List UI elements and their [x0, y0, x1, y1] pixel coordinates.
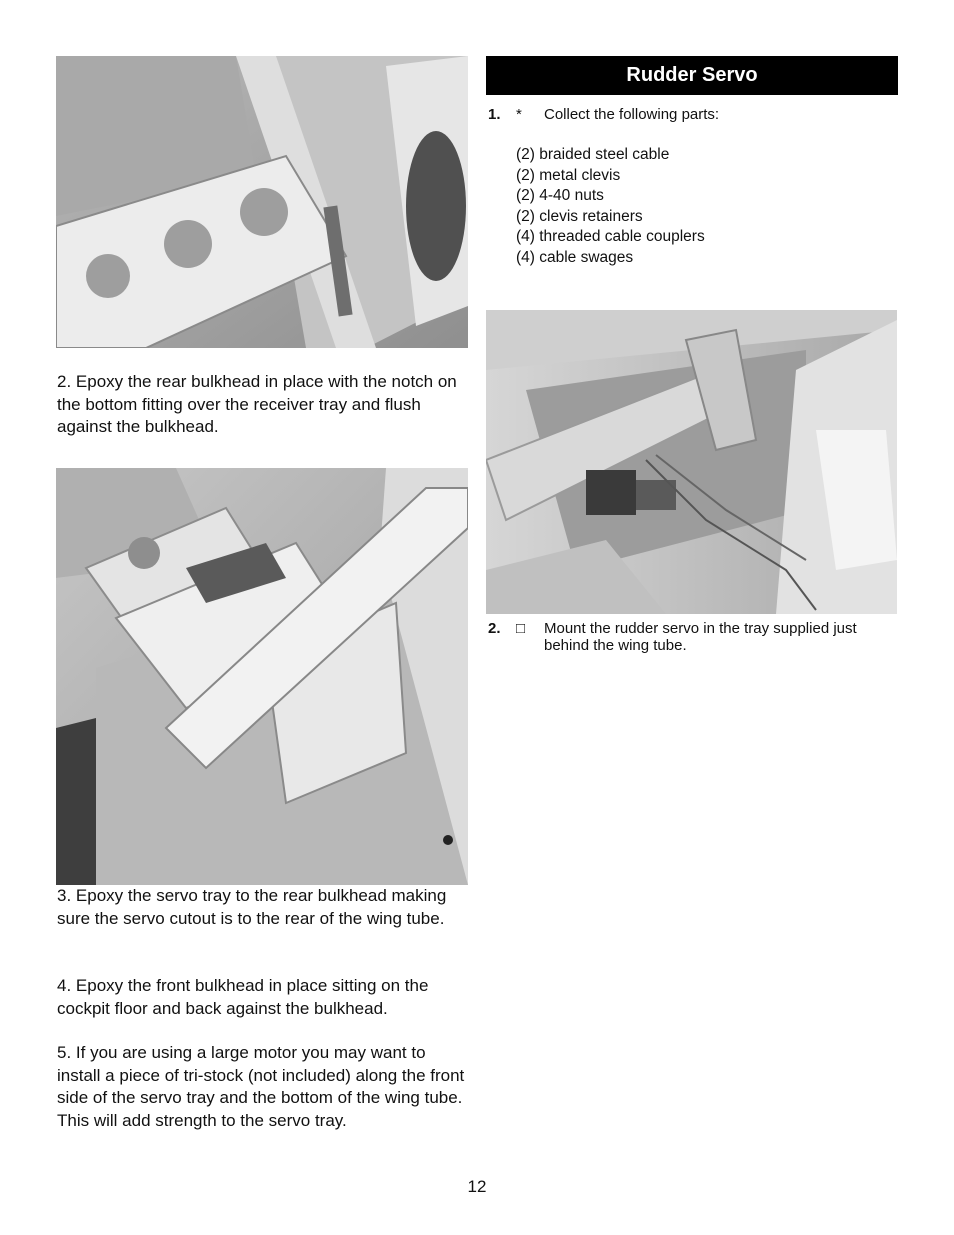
list-item: (2) braided steel cable: [516, 146, 670, 163]
servo-tray-photo: [56, 468, 468, 885]
list-item: (2) clevis retainers: [516, 207, 643, 225]
step-4-text: 4. Epoxy the front bulkhead in place sitting on the cockpit floor and back against the bulkhead.: [57, 976, 429, 1018]
list-item: (2) 4-40 nuts: [516, 187, 604, 204]
step-1-mark: *: [516, 106, 522, 123]
checkbox-icon: □: [516, 620, 526, 637]
step-2-mount-text: Mount the rudder servo in the tray supplied just behind the wing tube.: [544, 620, 857, 654]
step-1-text: Collect the following parts:: [544, 106, 720, 123]
rudder-servo-mount-photo: [486, 310, 897, 614]
list-item: (4) cable swages: [516, 248, 634, 266]
step-2-text: 2. Epoxy the rear bulkhead in place with the notch on the bottom fitting over the receiver tray and flush against the bulkhead.: [57, 372, 457, 436]
list-item: (2) metal clevis: [516, 166, 621, 184]
rear-bulkhead-photo: [56, 56, 468, 348]
step-3-text: 3. Epoxy the servo tray to the rear bulkhead making sure the servo cutout is to the rear of the wing tube.: [57, 886, 447, 928]
section-title-rudder-servo: Rudder Servo: [486, 56, 898, 95]
step-1-number: 1.: [488, 106, 501, 123]
list-item: (4) threaded cable couplers: [516, 228, 705, 245]
parts-list: [516, 145, 705, 268]
step-5-text: 5. If you are using a large motor you may want to install a piece of tri-stock (not included) along the front side of the servo tray and the bottom of the wing tube. This will add strength to the servo tray.: [57, 1043, 465, 1130]
step-2-number: 2.: [488, 620, 501, 637]
page-number: 12: [467, 1177, 487, 1196]
